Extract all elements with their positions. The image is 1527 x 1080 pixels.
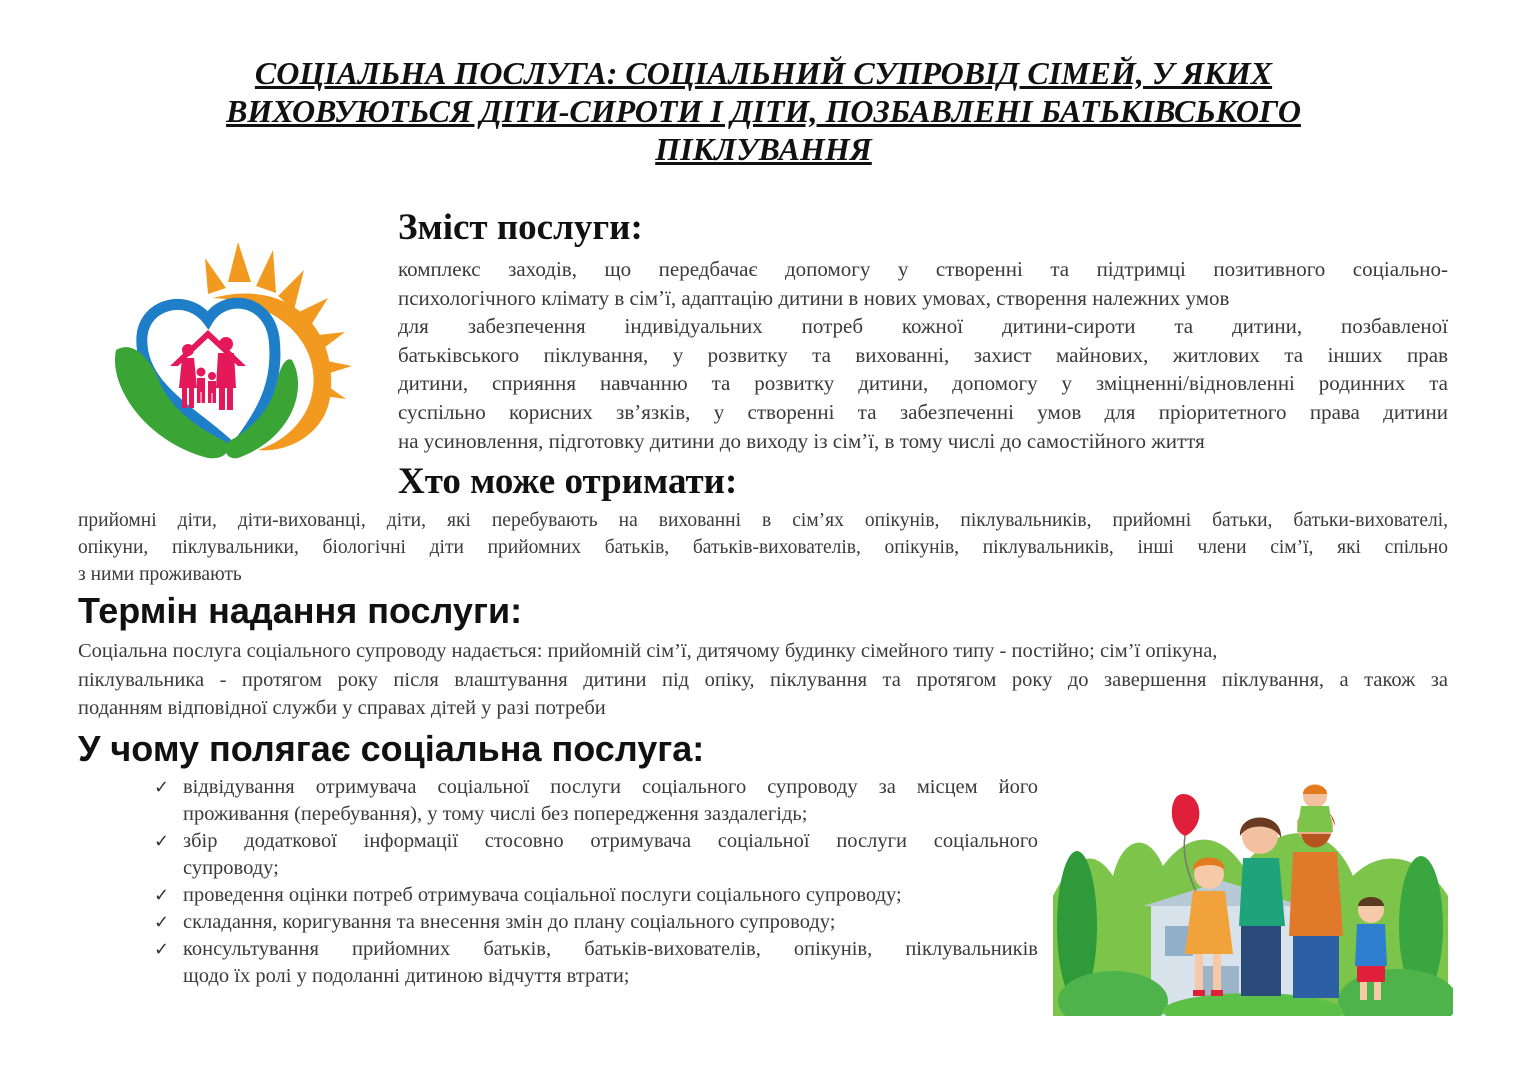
services-heading: У чому полягає соціальна послуга: [78,728,705,769]
list-item [150,909,1038,936]
services-list [150,774,1038,990]
list-item [150,828,1038,882]
service-line: збір додаткової інформації стосовно отримувача соціальної послуги соціального [183,830,1038,852]
check-icon: ✓ [154,939,170,960]
service-line: супроводу; [183,857,279,879]
service-line: консультування прийомних батьків, батьків-вихователів, опікунів, піклувальників [183,938,1038,960]
family-care-logo-icon [108,238,368,460]
service-line: відвідування отримувача соціальної послуги соціального супроводу за місцем його [183,776,1038,798]
page-title [120,54,1407,168]
content-text [398,255,1448,455]
list-item [150,774,1038,828]
term-text [78,637,1448,723]
family-illustration [1053,776,1453,1016]
term-line: Соціальна послуга соціального супроводу надається: прийомній сім’ї, дитячому будинку сімейного типу - постійно; сім’ї опікуна, [78,640,1218,662]
check-icon: ✓ [154,912,170,933]
eligible-line: з ними проживають [78,564,242,585]
service-line: проживання (перебування), у тому числі без попередження заздалегідь; [183,803,808,825]
content-line: батьківського піклування, у розвитку та вихованні, захист майнових, житлових та інших прав [398,342,1448,367]
title-line-2: ВИХОВУЮТЬСЯ ДІТИ-СИРОТИ І ДІТИ, ПОЗБАВЛЕНІ БАТЬКІВСЬКОГО [226,93,1301,129]
term-heading: Термін надання послуги: [78,590,523,631]
check-icon: ✓ [154,885,170,906]
check-icon: ✓ [154,777,170,798]
service-line: щодо їх ролі у подоланні дитиною відчуття втрати; [183,965,630,987]
list-item [150,882,1038,909]
content-line: психологічного клімату в сім’ї, адаптацію дитини в нових умовах, створення належних умов [398,285,1230,310]
title-line-1: СОЦІАЛЬНА ПОСЛУГА: СОЦІАЛЬНИЙ СУПРОВІД СІМЕЙ, У ЯКИХ [254,55,1273,91]
content-line: дитини, сприяння навчанню та розвитку дитини, допомогу у зміцненні/відновленні родинних та [398,371,1448,396]
eligible-text [78,507,1448,588]
content-heading: Зміст послуги: [398,207,643,248]
eligible-heading: Хто може отримати: [398,461,738,502]
term-line: піклувальника - протягом року після влаштування дитини під опіку, піклування та протягом року до завершення піклування, а також за [78,668,1448,691]
eligible-line: прийомні діти, діти-вихованці, діти, які перебувають на вихованні в сім’ях опікунів, піклувальників, прийомні батьки, батьки-вихователі, [78,510,1448,531]
title-line-3: ПІКЛУВАННЯ [655,131,872,167]
service-line: складання, коригування та внесення змін до плану соціального супроводу; [183,911,836,933]
list-item [150,936,1038,990]
content-line: комплекс заходів, що передбачає допомогу у створенні та підтримці позитивного соціально- [398,257,1448,281]
check-icon: ✓ [154,831,170,852]
content-line: на усиновлення, підготовку дитини до виходу із сім’ї, в тому числі до самостійного життя [398,428,1205,453]
term-line: поданням відповідної служби у справах дітей у разі потреби [78,697,606,720]
content-line: суспільно корисних зв’язків, у створенні та забезпеченні умов для пріоритетного права дитини [398,399,1448,424]
eligible-line: опікуни, піклувальники, біологічні діти прийомних батьків, батьків-вихователів, опікунів, піклувальників, інші члени сім’ї, які спільно [78,537,1448,558]
content-line: для забезпечення індивідуальних потреб кожної дитини-сироти та дитини, позбавленої [398,314,1448,339]
service-line: проведення оцінки потреб отримувача соціальної послуги соціального супроводу; [183,884,902,906]
